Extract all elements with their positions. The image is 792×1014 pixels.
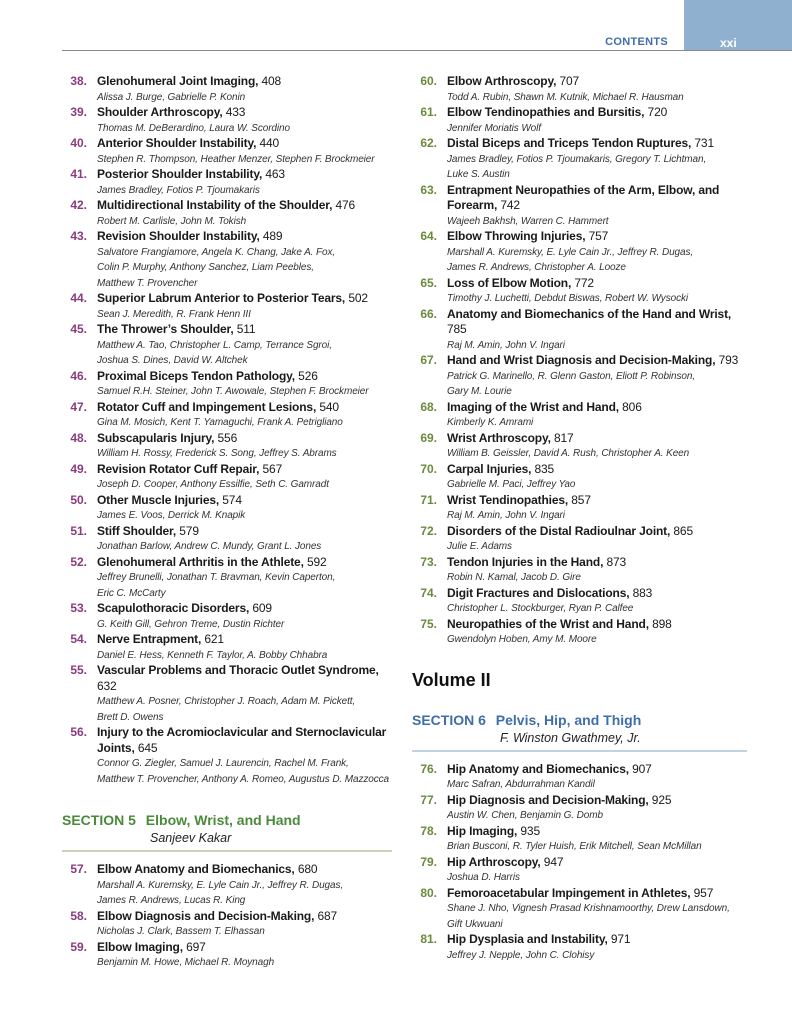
toc-entry xyxy=(62,524,392,555)
chapter-number: 46. xyxy=(70,368,87,383)
toc-entry xyxy=(412,307,747,354)
chapter-title-line xyxy=(447,586,747,602)
chapter-title: Wrist Arthroscopy, xyxy=(447,430,551,445)
section-editor: Sanjeev Kakar xyxy=(150,831,232,845)
chapter-title: Nerve Entrapment, xyxy=(97,632,202,646)
chapter-title-line xyxy=(97,940,392,956)
chapter-authors: James Bradley, Fotios P. Tjoumakaris, Gregory T. Lichtman, xyxy=(447,153,707,165)
page-number: 645 xyxy=(137,740,158,755)
chapter-authors: Connor G. Ziegler, Samuel J. Laurencin, Rachel M. Frank, xyxy=(97,758,349,769)
toc-entry xyxy=(412,136,747,183)
page-number: 720 xyxy=(647,105,668,119)
chapter-authors: Matthew T. Provencher, Anthony A. Romeo, Augustus D. Mazzocca xyxy=(97,773,390,785)
chapter-authors: Jennifer Moriatis Wolf xyxy=(447,122,541,134)
chapter-title-line xyxy=(447,105,747,121)
chapter-title-line xyxy=(447,276,747,292)
chapter-number: 67. xyxy=(420,353,437,367)
toc-entry xyxy=(412,617,747,648)
page-number: 579 xyxy=(179,523,199,538)
toc-entry xyxy=(412,353,747,400)
chapter-title-line xyxy=(97,909,392,925)
toc-entry xyxy=(62,555,392,602)
chapter-authors: Raj M. Amin, John V. Ingari xyxy=(447,339,565,351)
section-title xyxy=(62,811,392,829)
page-number: 476 xyxy=(335,198,356,212)
page-number: 511 xyxy=(236,322,256,336)
chapter-authors: Austin W. Chen, Benjamin G. Domb xyxy=(447,810,603,821)
page-number: 835 xyxy=(534,461,555,476)
chapter-number: 48. xyxy=(70,430,87,445)
chapter-authors: Salvatore Frangiamore, Angela K. Chang, Jake A. Fox, xyxy=(97,246,336,258)
chapter-title: Wrist Tendinopathies, xyxy=(447,492,569,507)
chapter-number: 59. xyxy=(70,939,87,954)
chapter-title: Distal Biceps and Triceps Tendon Ruptures, xyxy=(447,136,692,150)
chapter-title-line xyxy=(447,855,747,871)
chapter-title: Tendon Injuries in the Hand, xyxy=(447,554,604,569)
chapter-number: 52. xyxy=(70,554,87,569)
chapter-title-line xyxy=(447,555,747,571)
page-number: 463 xyxy=(265,167,285,181)
chapter-title-line xyxy=(97,105,392,121)
toc-entry xyxy=(412,183,747,230)
chapter-title: Elbow Tendinopathies and Bursitis, xyxy=(447,105,645,119)
chapter-title-line xyxy=(97,601,392,617)
section-name: Elbow, Wrist, and Hand xyxy=(145,812,301,828)
chapter-title: Glenohumeral Arthritis in the Athlete, xyxy=(97,554,304,569)
chapter-number: 65. xyxy=(420,275,437,290)
toc-entry xyxy=(412,586,747,617)
chapter-number: 47. xyxy=(70,399,87,414)
page-number: 680 xyxy=(297,862,318,876)
chapter-title-line xyxy=(97,524,392,540)
section-name: Pelvis, Hip, and Thigh xyxy=(495,711,642,728)
chapter-authors: Gina M. Mosich, Kent T. Yamaguchi, Frank A. Petrigliano xyxy=(97,417,343,428)
toc-entry xyxy=(412,824,747,855)
section-title xyxy=(412,711,747,729)
page-number: 489 xyxy=(262,229,283,243)
chapter-authors: Robin N. Kamal, Jacob D. Gire xyxy=(447,572,581,583)
chapter-title-line xyxy=(447,524,747,540)
toc-entry xyxy=(62,369,392,400)
page-number: 707 xyxy=(559,74,580,88)
toc-entry xyxy=(412,276,747,307)
chapter-authors: Jeffrey Brunelli, Jonathan T. Bravman, Kevin Caperton, xyxy=(97,572,336,583)
chapter-title: Proximal Biceps Tendon Pathology, xyxy=(97,368,295,383)
chapter-authors: Gabrielle M. Paci, Jeffrey Yao xyxy=(447,479,576,490)
toc-list-left-top xyxy=(62,74,392,787)
chapter-number: 69. xyxy=(420,430,437,445)
chapter-number: 42. xyxy=(70,198,87,212)
chapter-title-line xyxy=(97,663,392,694)
chapter-title-line xyxy=(447,136,747,152)
chapter-authors: Matthew A. Posner, Christopher J. Roach, Adam M. Pickett, xyxy=(97,696,356,707)
chapter-title: Subscapularis Injury, xyxy=(97,430,215,445)
chapter-title-line xyxy=(447,229,747,245)
page-number: 697 xyxy=(186,939,206,954)
toc-entry xyxy=(412,105,747,136)
toc-entry xyxy=(62,862,392,909)
page-number: 540 xyxy=(319,399,339,414)
chapter-title-line xyxy=(97,725,392,756)
chapter-authors: Benjamin M. Howe, Michael R. Moynagh xyxy=(97,957,275,968)
toc-entry xyxy=(62,663,392,725)
chapter-title: Elbow Diagnosis and Decision-Making, xyxy=(97,908,315,923)
chapter-authors: Marshall A. Kuremsky, E. Lyle Cain Jr., Jeffrey R. Dugas, xyxy=(447,246,694,258)
chapter-title: Loss of Elbow Motion, xyxy=(447,275,572,290)
page-number: 502 xyxy=(348,291,368,305)
page-number: 609 xyxy=(252,601,272,615)
chapter-authors: Julie E. Adams xyxy=(447,541,512,552)
chapter-authors: Marshall A. Kuremsky, E. Lyle Cain Jr., Jeffrey R. Dugas, xyxy=(97,879,344,891)
toc-entry xyxy=(62,400,392,431)
chapter-title-line xyxy=(447,307,747,338)
right-column xyxy=(412,74,747,963)
chapter-title: Anatomy and Biomechanics of the Hand and Wrist, xyxy=(447,306,732,321)
page-number: 433 xyxy=(225,105,246,119)
page-number: 857 xyxy=(571,492,591,507)
chapter-number: 71. xyxy=(420,492,437,507)
chapter-title-line xyxy=(97,431,392,447)
chapter-authors: Matthew T. Provencher xyxy=(97,277,198,289)
chapter-title: Injury to the Acromioclavicular and Sternoclavicular Joints, xyxy=(97,725,387,755)
page-number: 806 xyxy=(622,399,642,414)
toc-entry xyxy=(62,136,392,167)
chapter-number: 43. xyxy=(70,229,87,243)
page-number: 957 xyxy=(693,885,714,900)
chapter-number: 39. xyxy=(70,105,87,119)
chapter-title: Superior Labrum Anterior to Posterior Tears, xyxy=(97,291,346,305)
chapter-title: The Thrower’s Shoulder, xyxy=(97,322,234,336)
page-number: 574 xyxy=(222,492,242,507)
chapter-title-line xyxy=(97,462,392,478)
chapter-title: Hip Arthroscopy, xyxy=(447,854,541,869)
chapter-number: 70. xyxy=(420,461,437,476)
chapter-title: Stiff Shoulder, xyxy=(97,523,177,538)
toc-entry xyxy=(62,229,392,291)
chapter-title: Femoroacetabular Impingement in Athletes, xyxy=(447,885,691,900)
chapter-title-line xyxy=(447,431,747,447)
chapter-authors: Sean J. Meredith, R. Frank Henn III xyxy=(97,308,251,320)
chapter-number: 58. xyxy=(70,908,87,923)
chapter-authors: Joshua D. Harris xyxy=(447,872,520,883)
running-header: CONTENTS xyxy=(605,36,668,48)
chapter-title: Rotator Cuff and Impingement Lesions, xyxy=(97,399,317,414)
chapter-number: 45. xyxy=(70,322,87,336)
chapter-authors: Shane J. Nho, Vignesh Prasad Krishnamoorthy, Drew Lansdown, xyxy=(447,903,730,914)
page-number: 817 xyxy=(553,430,574,445)
page-number: 757 xyxy=(588,229,609,243)
chapter-authors: Brian Busconi, R. Tyler Huish, Erik Mitchell, Sean McMillan xyxy=(447,841,702,852)
chapter-authors: Marc Safran, Abdurrahman Kandil xyxy=(447,779,595,790)
toc-entry xyxy=(62,291,392,322)
chapter-authors: Stephen R. Thompson, Heather Menzer, Stephen F. Brockmeier xyxy=(97,153,375,165)
chapter-title: Hip Anatomy and Biomechanics, xyxy=(447,761,629,776)
toc-entry xyxy=(62,462,392,493)
toc-list-left-bottom xyxy=(62,862,392,971)
header-rule xyxy=(62,50,792,51)
chapter-authors: Kimberly K. Amrami xyxy=(447,417,534,428)
chapter-number: 54. xyxy=(70,632,87,646)
toc-entry xyxy=(412,762,747,793)
section-rule xyxy=(62,850,392,852)
toc-entry xyxy=(412,555,747,586)
page-number: 898 xyxy=(652,616,672,631)
page-number: 865 xyxy=(673,523,693,538)
page-number: 632 xyxy=(97,678,117,693)
chapter-title: Elbow Anatomy and Biomechanics, xyxy=(97,862,295,876)
chapter-authors: Matthew A. Tao, Christopher L. Camp, Terrance Sgroi, xyxy=(97,339,332,351)
chapter-title: Hip Dysplasia and Instability, xyxy=(447,932,608,946)
chapter-title-line xyxy=(97,493,392,509)
chapter-number: 55. xyxy=(70,663,87,677)
chapter-authors: James E. Voos, Derrick M. Knapik xyxy=(97,510,246,521)
chapter-authors: Christopher L. Stockburger, Ryan P. Calfee xyxy=(447,603,634,614)
chapter-authors: Daniel E. Hess, Kenneth F. Taylor, A. Bobby Chhabra xyxy=(97,649,328,661)
chapter-authors: James Bradley, Fotios P. Tjoumakaris xyxy=(97,184,260,196)
chapter-title-line xyxy=(97,369,392,385)
chapter-number: 61. xyxy=(420,105,437,119)
chapter-number: 53. xyxy=(70,601,87,615)
chapter-number: 50. xyxy=(70,492,87,507)
toc-entry xyxy=(62,601,392,632)
chapter-number: 62. xyxy=(420,136,437,150)
chapter-title: Revision Rotator Cuff Repair, xyxy=(97,461,260,476)
page-number: 772 xyxy=(574,275,594,290)
chapter-title-line xyxy=(447,762,747,778)
toc-entry xyxy=(62,105,392,136)
chapter-title-line xyxy=(447,462,747,478)
chapter-number: 76. xyxy=(420,761,437,776)
toc-entry xyxy=(412,493,747,524)
chapter-title: Hand and Wrist Diagnosis and Decision-Making, xyxy=(447,353,716,367)
chapter-title: Other Muscle Injuries, xyxy=(97,492,220,507)
chapter-authors: Samuel R.H. Steiner, John T. Awowale, Stephen F. Brockmeier xyxy=(97,386,369,397)
chapter-authors: William H. Rossy, Frederick S. Song, Jeffrey S. Abrams xyxy=(97,448,337,459)
chapter-title: Elbow Throwing Injuries, xyxy=(447,229,586,243)
chapter-title-line xyxy=(447,932,747,948)
chapter-authors: William B. Geissler, David A. Rush, Christopher A. Keen xyxy=(447,448,690,459)
page-number: 971 xyxy=(610,932,631,946)
page-number: 883 xyxy=(632,585,653,600)
chapter-number: 51. xyxy=(70,523,87,538)
chapter-authors: Luke S. Austin xyxy=(447,169,510,180)
chapter-title-line xyxy=(447,400,747,416)
chapter-authors: Joshua S. Dines, David W. Altchek xyxy=(97,355,248,366)
chapter-authors: Gary M. Lourie xyxy=(447,386,512,397)
chapter-number: 75. xyxy=(420,616,437,631)
chapter-number: 49. xyxy=(70,461,87,476)
toc-entry xyxy=(412,74,747,105)
chapter-authors: G. Keith Gill, Gehron Treme, Dustin Richter xyxy=(97,618,285,630)
chapter-authors: Patrick G. Marinello, R. Glenn Gaston, Eliott P. Robinson, xyxy=(447,370,696,382)
chapter-number: 57. xyxy=(70,862,87,876)
chapter-authors: Alissa J. Burge, Gabrielle P. Konin xyxy=(97,91,246,103)
chapter-title-line xyxy=(447,886,747,902)
chapter-title-line xyxy=(97,229,392,245)
chapter-title: Neuropathies of the Wrist and Hand, xyxy=(447,616,649,631)
page-number: 785 xyxy=(447,322,467,336)
page-number: 907 xyxy=(632,761,652,776)
page-number: 687 xyxy=(317,908,338,923)
chapter-title-line xyxy=(447,353,747,369)
chapter-number: 40. xyxy=(70,136,87,150)
chapter-title: Carpal Injuries, xyxy=(447,461,532,476)
chapter-title: Disorders of the Distal Radioulnar Joint, xyxy=(447,523,671,538)
chapter-title-line xyxy=(97,198,392,214)
chapter-authors: Joseph D. Cooper, Anthony Essilfie, Seth C. Gamradt xyxy=(97,479,329,490)
section-6-heading xyxy=(412,711,747,752)
chapter-authors: Thomas M. DeBerardino, Laura W. Scordino xyxy=(97,122,290,134)
toc-list-right-bottom xyxy=(412,762,747,964)
toc-entry xyxy=(62,632,392,663)
chapter-title-line xyxy=(97,291,392,307)
chapter-title-line xyxy=(97,74,392,90)
chapter-authors: Todd A. Rubin, Shawn M. Kutnik, Michael R. Hausman xyxy=(447,91,684,103)
toc-entry xyxy=(412,855,747,886)
chapter-number: 78. xyxy=(420,823,437,838)
chapter-title: Hip Imaging, xyxy=(447,823,518,838)
toc-entry xyxy=(62,74,392,105)
chapter-authors: Robert M. Carlisle, John M. Tokish xyxy=(97,215,247,227)
toc-entry xyxy=(412,793,747,824)
chapter-title: Anterior Shoulder Instability, xyxy=(97,136,257,150)
chapter-title-line xyxy=(447,617,747,633)
chapter-title: Multidirectional Instability of the Shoulder, xyxy=(97,198,333,212)
page-number: 935 xyxy=(520,823,540,838)
chapter-title: Hip Diagnosis and Decision-Making, xyxy=(447,792,649,807)
chapter-authors: Raj M. Amin, John V. Ingari xyxy=(447,510,565,521)
page-number: 793 xyxy=(718,353,739,367)
section-editor: F. Winston Gwathmey, Jr. xyxy=(500,730,641,745)
page-number-tab xyxy=(684,0,792,50)
chapter-authors: Jeffrey J. Nepple, John C. Clohisy xyxy=(447,949,595,961)
section-5-heading xyxy=(62,811,392,852)
chapter-title: Posterior Shoulder Instability, xyxy=(97,167,263,181)
chapter-number: 81. xyxy=(420,932,437,946)
chapter-number: 66. xyxy=(420,306,437,321)
page-number: 526 xyxy=(298,368,318,383)
toc-entry xyxy=(412,229,747,276)
chapter-number: 63. xyxy=(420,182,437,197)
toc-entry xyxy=(62,198,392,229)
chapter-authors: Brett D. Owens xyxy=(97,711,164,723)
chapter-number: 79. xyxy=(420,854,437,869)
chapter-title-line xyxy=(97,400,392,416)
section-label: SECTION 5 xyxy=(62,812,136,828)
chapter-title: Shoulder Arthroscopy, xyxy=(97,105,223,119)
toc-entry xyxy=(62,322,392,369)
page-number: 947 xyxy=(543,854,564,869)
chapter-authors: James R. Andrews, Christopher A. Looze xyxy=(447,262,626,273)
chapter-number: 38. xyxy=(70,74,87,88)
page-number: 556 xyxy=(217,430,238,445)
chapter-title: Elbow Imaging, xyxy=(97,939,183,954)
chapter-authors: James R. Andrews, Lucas R. King xyxy=(97,895,246,906)
chapter-title-line xyxy=(97,555,392,571)
chapter-authors: Gift Ukwuani xyxy=(447,918,503,930)
chapter-title: Scapulothoracic Disorders, xyxy=(97,601,250,615)
chapter-number: 73. xyxy=(420,554,437,569)
chapter-number: 41. xyxy=(70,167,87,181)
chapter-number: 74. xyxy=(420,585,437,600)
page-number: 621 xyxy=(204,632,224,646)
chapter-number: 72. xyxy=(420,523,437,538)
volume-title: Volume II xyxy=(412,669,491,690)
chapter-number: 77. xyxy=(420,792,437,807)
toc-entry xyxy=(412,932,747,963)
chapter-title-line xyxy=(97,632,392,648)
toc-entry xyxy=(412,524,747,555)
toc-entry xyxy=(62,940,392,971)
chapter-title: Imaging of the Wrist and Hand, xyxy=(447,399,619,414)
page-number: 408 xyxy=(261,74,282,88)
page-number: 440 xyxy=(259,136,280,150)
section-label: SECTION 6 xyxy=(412,711,486,728)
chapter-title-line xyxy=(447,824,747,840)
page-number: 742 xyxy=(500,198,520,212)
chapter-title-line xyxy=(447,493,747,509)
toc-entry xyxy=(62,493,392,524)
page-number: 731 xyxy=(694,136,714,150)
section-rule xyxy=(412,750,747,752)
chapter-title: Glenohumeral Joint Imaging, xyxy=(97,74,259,88)
chapter-title-line xyxy=(447,793,747,809)
chapter-number: 80. xyxy=(420,885,437,900)
chapter-authors: Timothy J. Luchetti, Debdut Biswas, Robert W. Wysocki xyxy=(447,293,688,304)
chapter-authors: Colin P. Murphy, Anthony Sanchez, Liam Peebles, xyxy=(97,262,314,273)
chapter-authors: Wajeeh Bakhsh, Warren C. Hammert xyxy=(447,215,609,227)
toc-entry xyxy=(62,167,392,198)
chapter-number: 64. xyxy=(420,229,437,243)
chapter-authors: Nicholas J. Clark, Bassem T. Elhassan xyxy=(97,926,265,937)
page-number: 873 xyxy=(606,554,627,569)
chapter-title: Digit Fractures and Dislocations, xyxy=(447,585,630,600)
chapter-authors: Jonathan Barlow, Andrew C. Mundy, Grant L. Jones xyxy=(97,541,322,552)
toc-entry xyxy=(62,909,392,940)
chapter-title-line xyxy=(447,183,747,214)
page-number: 925 xyxy=(651,792,672,807)
chapter-title: Revision Shoulder Instability, xyxy=(97,229,260,243)
chapter-number: 68. xyxy=(420,399,437,414)
chapter-title-line xyxy=(97,136,392,152)
toc-entry xyxy=(412,462,747,493)
left-column xyxy=(62,74,392,971)
chapter-number: 56. xyxy=(70,725,87,739)
chapter-title-line xyxy=(97,167,392,183)
page-number: xxi xyxy=(720,36,737,50)
chapter-title: Vascular Problems and Thoracic Outlet Syndrome, xyxy=(97,663,379,677)
toc-entry xyxy=(412,400,747,431)
page-number: 567 xyxy=(262,461,283,476)
toc-list-right-top xyxy=(412,74,747,648)
chapter-title-line xyxy=(97,322,392,338)
toc-entry xyxy=(412,886,747,933)
chapter-number: 44. xyxy=(70,291,87,305)
toc-entry xyxy=(62,725,392,787)
toc-entry xyxy=(62,431,392,462)
chapter-title-line xyxy=(97,862,392,878)
chapter-authors: Eric C. McCarty xyxy=(97,587,166,599)
chapter-title: Entrapment Neuropathies of the Arm, Elbow, and Forearm, xyxy=(447,182,720,212)
chapter-authors: Gwendolyn Hoben, Amy M. Moore xyxy=(447,634,597,645)
toc-entry xyxy=(412,431,747,462)
page-number: 592 xyxy=(306,554,327,569)
chapter-number: 60. xyxy=(420,74,437,88)
chapter-title: Elbow Arthroscopy, xyxy=(447,74,557,88)
chapter-title-line xyxy=(447,74,747,90)
